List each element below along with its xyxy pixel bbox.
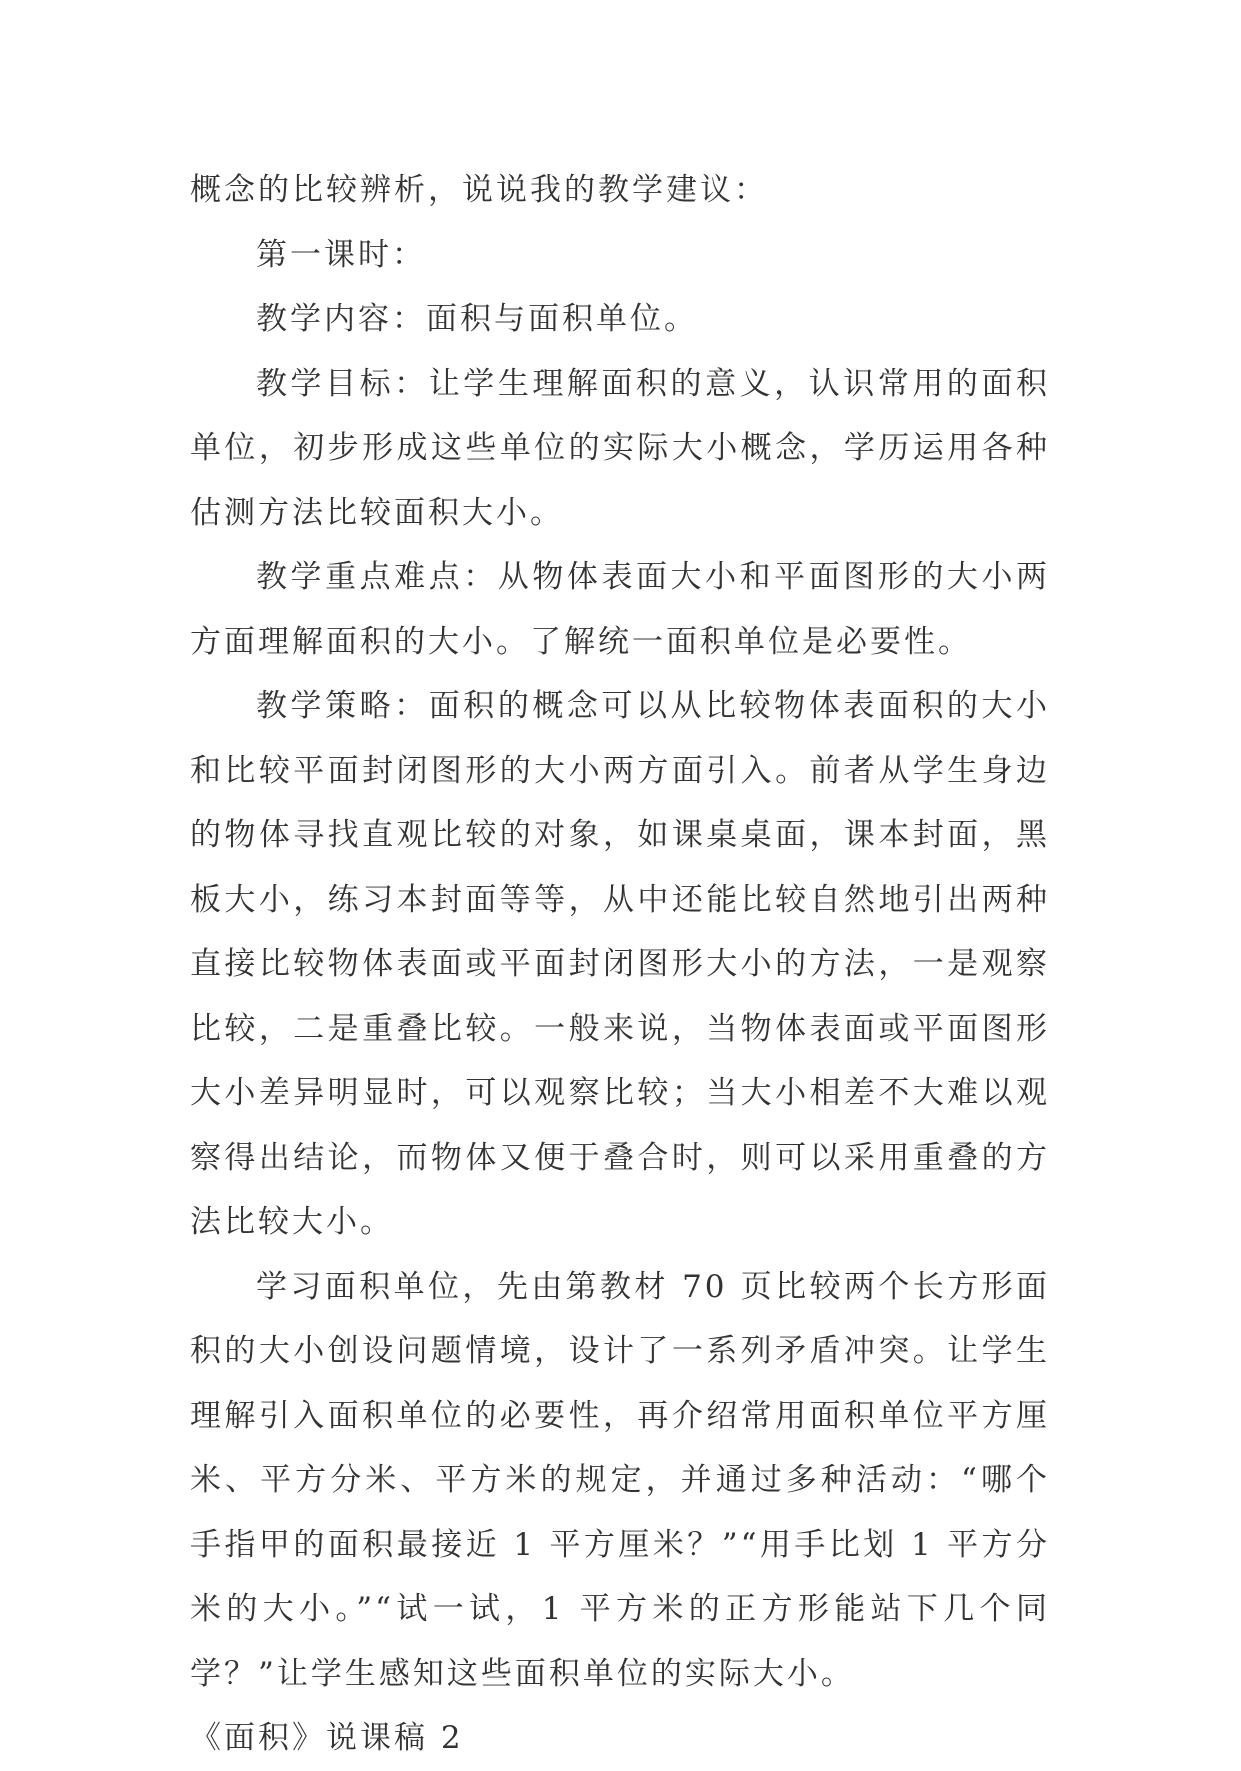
paragraph-key-difficulties: 教学重点难点：从物体表面大小和平面图形的大小两方面理解面积的大小。了解统一面积单位是必要性。 (190, 559, 1050, 660)
paragraph-intro: 概念的比较辨析，说说我的教学建议： (190, 172, 768, 208)
document-body (190, 158, 1050, 1771)
paragraph-teaching-goals: 教学目标：让学生理解面积的意义，认识常用的面积单位，初步形成这些单位的实际大小概念，学历运用各种估测方法比较面积大小。 (190, 365, 1050, 531)
section-heading: 《面积》说课稿 2 (190, 1720, 464, 1756)
paragraph-lesson-one: 第一课时： (256, 236, 426, 273)
paragraph-teaching-strategy: 教学策略：面积的概念可以从比较物体表面积的大小和比较平面封闭图形的大小两方面引入。前者从学生身边的物体寻找直观比较的对象，如课桌桌面，课本封面，黑板大小，练习本封面等等，从中还能比较自然地引出两种直接比较物体表面或平面封闭图形大小的方法，一是观察比较，二是重叠比较。一般来说，当物体表面或平面图形大小差异明显时，可以观察比较；当大小相差不大难以观察得出结论，而物体又便于叠合时，则可以采用重叠的方法比较大小。 (190, 688, 1050, 1240)
paragraph-area-units: 学习面积单位，先由第教材 70 页比较两个长方形面积的大小创设问题情境，设计了一系列矛盾冲突。让学生理解引入面积单位的必要性，再介绍常用面积单位平方厘米、平方分米、平方米的规定，并通过多种活动：“哪个手指甲的面积最接近 1 平方厘米？”“用手比划 1 平方分米的大小。”“试一试，1 平方米的正方形能站下几个同学？”让学生感知这些面积单位的实际大小。 (190, 1268, 1050, 1692)
paragraph-teaching-content: 教学内容：面积与面积单位。 (256, 301, 698, 337)
